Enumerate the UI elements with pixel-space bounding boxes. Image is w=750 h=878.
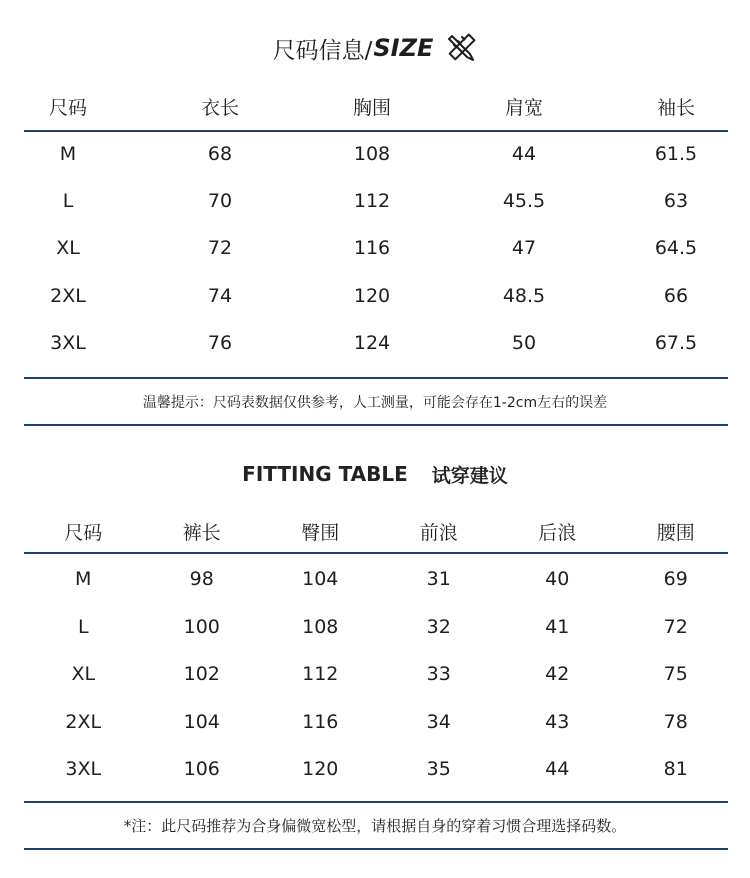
table-cell: 116 [302,711,339,733]
table-cell: 35 [426,758,451,780]
fitting-title-en: FITTING TABLE [242,462,408,486]
fitting-header-cell: 前浪 [419,521,458,544]
table-cell: 50 [511,332,537,354]
table-cell: M [75,568,92,590]
table-cell: 120 [353,285,391,307]
table-cell: XL [56,237,80,259]
fitting-header-cell: 臀围 [301,521,340,544]
table-cell: 3XL [65,758,102,780]
table-cell: 102 [183,663,220,685]
size-title-cn: 尺码信息/ [272,37,373,64]
fitting-note: *注：此尺码推荐为合身偏微宽松型，请根据自身的穿着习惯合理选择码数。 [123,817,627,835]
table-cell: L [62,190,74,212]
table-cell: 75 [663,663,688,685]
table-cell: 48.5 [502,285,546,307]
size-table-bottom-rule [24,377,728,379]
table-cell: 104 [302,568,339,590]
ruler-pencil-icon [445,32,477,64]
table-cell: 108 [302,616,339,638]
table-cell: 72 [207,237,233,259]
table-cell: 47 [511,237,537,259]
size-header-cell: 袖长 [656,96,695,119]
table-cell: 44 [545,758,570,780]
table-cell: 32 [426,616,451,638]
size-table-header [0,86,750,126]
fitting-header-cell: 裤长 [182,521,221,544]
table-cell: 100 [183,616,220,638]
fitting-title-cn: 试穿建议 [431,464,508,487]
table-row [24,749,735,789]
table-cell: 45.5 [502,190,546,212]
table-cell: 81 [663,758,688,780]
table-row [0,181,750,221]
table-cell: 44 [511,143,537,165]
size-header-cell: 肩宽 [504,96,543,119]
size-header-cell: 胸围 [352,96,391,119]
table-row [0,228,750,268]
table-cell: 41 [545,616,570,638]
table-cell: 112 [353,190,391,212]
fitting-table-bottom-rule [24,801,728,803]
table-cell: M [59,143,77,165]
table-row [24,654,735,694]
table-cell: 61.5 [654,143,698,165]
table-cell: 66 [663,285,689,307]
table-row [24,607,735,647]
table-cell: 64.5 [654,237,698,259]
fitting-title [0,458,750,490]
table-cell: 68 [207,143,233,165]
table-cell: 3XL [50,332,86,354]
table-row [0,276,750,316]
table-row [24,559,735,599]
table-cell: 43 [545,711,570,733]
size-header-divider [24,130,728,132]
table-row [24,702,735,742]
size-title [0,30,750,66]
table-cell: 120 [302,758,339,780]
table-cell: 34 [426,711,451,733]
table-cell: 67.5 [654,332,698,354]
size-note-rule [24,424,728,426]
fitting-header-cell: 腰围 [656,521,695,544]
table-row [0,134,750,174]
size-title-en: SIZE [373,34,434,62]
table-cell: 98 [189,568,214,590]
table-cell: 2XL [65,711,102,733]
size-header-cell: 衣长 [200,96,239,119]
table-cell: 70 [207,190,233,212]
fitting-header-cell: 尺码 [64,521,103,544]
table-cell: 108 [353,143,391,165]
size-header-cell: 尺码 [48,96,87,119]
table-cell: 42 [545,663,570,685]
table-cell: 31 [426,568,451,590]
table-cell: 124 [353,332,391,354]
table-cell: 116 [353,237,391,259]
table-cell: XL [71,663,96,685]
table-cell: 112 [302,663,339,685]
table-cell: 69 [663,568,688,590]
table-cell: 40 [545,568,570,590]
table-cell: 106 [183,758,220,780]
table-cell: 78 [663,711,688,733]
table-cell: 74 [207,285,233,307]
size-note: 温馨提示：尺码表数据仅供参考，人工测量，可能会存在1-2cm左右的误差 [142,395,608,411]
table-cell: 76 [207,332,233,354]
table-cell: 72 [663,616,688,638]
table-cell: 104 [183,711,220,733]
fitting-header-divider [24,552,728,554]
table-cell: 63 [663,190,689,212]
table-cell: 33 [426,663,451,685]
table-cell: L [77,616,89,638]
fitting-header-cell: 后浪 [538,521,577,544]
table-row [0,323,750,363]
fitting-table-header [24,511,735,551]
table-cell: 2XL [50,285,86,307]
fitting-note-rule [24,848,728,850]
